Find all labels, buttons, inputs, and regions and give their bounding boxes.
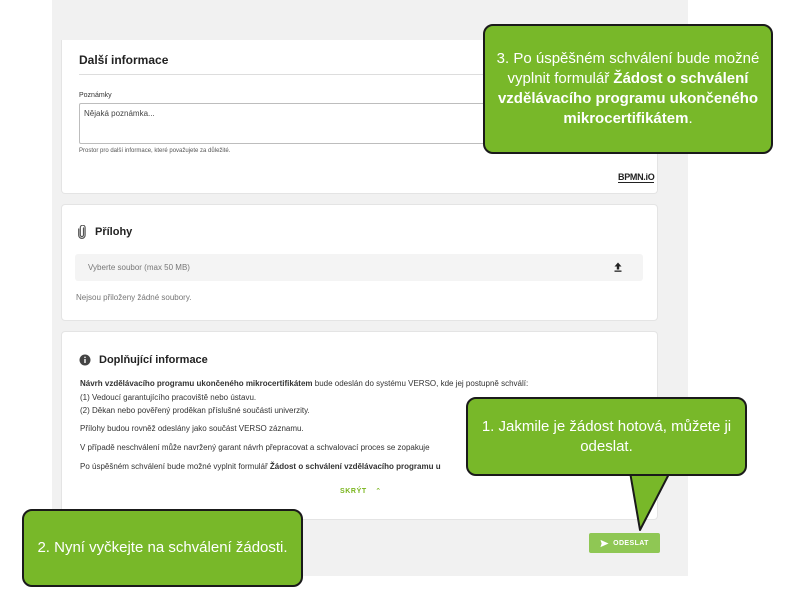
callout-step-3 [483,24,773,154]
file-select-placeholder: Vyberte soubor (max 50 MB) [88,263,190,272]
info-text-bold: Žádost o schválení vzdělávacího programu u [269,462,441,471]
no-files-note: Nejsou přiloženy žádné soubory. [76,293,192,302]
paperclip-icon [77,225,87,239]
info-text-line [80,379,528,388]
supplementary-info-title: Doplňující informace [99,354,208,366]
upload-icon[interactable] [612,261,624,273]
collapse-label: SKRÝT [340,488,367,495]
info-text-start: Po úspěšném schválení bude možné vyplnit formulář [80,462,270,471]
callout-step-3-text [495,49,761,129]
callout-step-3-end: . [688,110,693,127]
additional-info-title: Další informace [79,53,169,67]
callout-tail [600,470,680,540]
info-text-rest: bude odeslán do systému VERSO, kde jej postupně schválí: [312,379,529,388]
callout-step-1 [466,397,747,476]
bpmn-io-logo[interactable]: BPMN.iO [618,172,655,182]
info-icon [79,354,91,366]
attachments-title: Přílohy [95,226,133,238]
info-text-line: (2) Děkan nebo pověřený proděkan příslušné součásti univerzity. [80,406,310,415]
collapse-button[interactable] [340,487,382,495]
notes-textarea[interactable] [79,103,499,144]
callout-step-1-text: 1. Jakmile je žádost hotová, můžete ji odeslat. [481,417,732,455]
notes-value: Nějaká poznámka... [84,109,155,118]
file-select-input[interactable] [75,254,643,281]
send-button-label: ODESLAT [613,539,649,547]
info-text-line: Přílohy budou rovněž odeslány jako součást VERSO záznamu. [80,424,304,433]
notes-help-text: Prostor pro další informace, které považujete za důležité. [79,148,231,154]
callout-step-2 [22,509,303,587]
info-text-bold: Návrh vzdělávacího programu ukončeného mikrocertifikátem [80,379,313,388]
callout-step-3-bold: Žádost o schválení vzdělávacího programu ukončeného mikrocertifikátem [497,70,759,127]
notes-label: Poznámky [79,92,112,99]
info-text-line [80,462,441,471]
info-text-line: V případě neschválení může navržený garant návrh přepracovat a schvalovací proces se zopakuje [80,443,430,452]
callout-step-3-start: 3. Po úspěšném schválení bude možné vyplnit formulář [496,50,760,87]
info-text-line: (1) Vedoucí garantujícího pracoviště nebo ústavu. [80,393,257,402]
attachments-card [61,204,658,321]
callout-step-2-text: 2. Nyní vyčkejte na schválení žádosti. [37,539,288,556]
chevron-up-icon: ⌃ [375,488,382,495]
